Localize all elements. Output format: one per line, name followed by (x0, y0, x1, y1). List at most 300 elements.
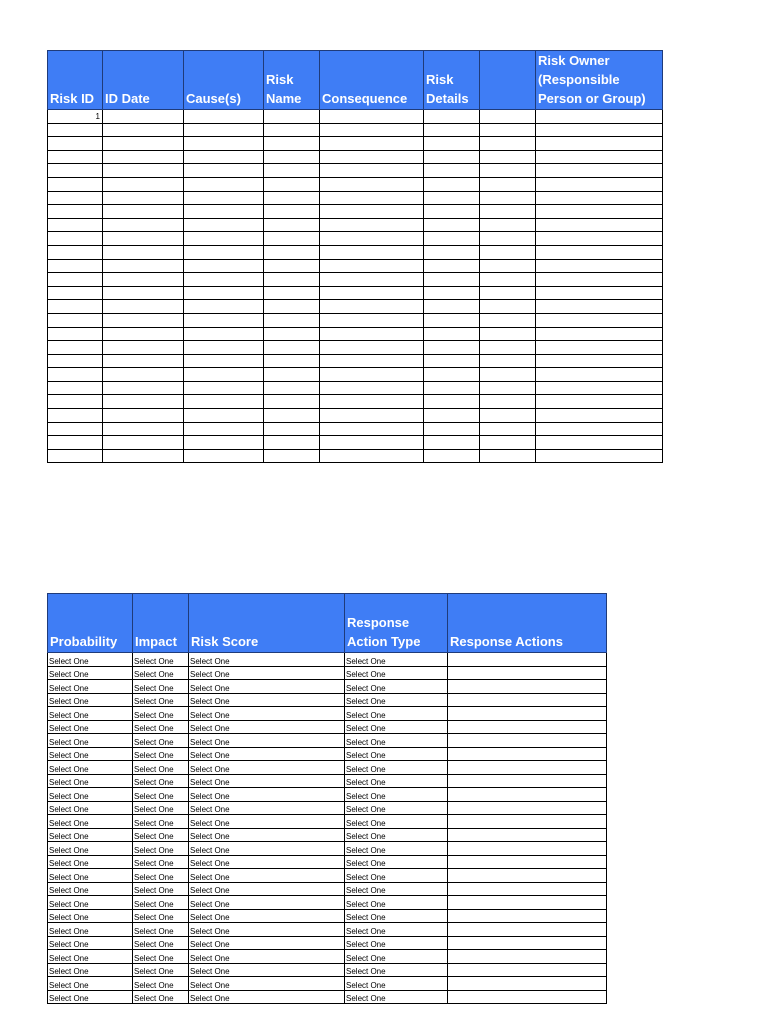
cell-impact[interactable]: Select One (133, 680, 189, 694)
cell-consequence[interactable] (320, 368, 424, 382)
cell-risk-owner[interactable] (536, 245, 663, 259)
cell-risk-name[interactable] (264, 327, 320, 341)
cell-risk-id[interactable] (48, 218, 103, 232)
cell-response-action-type[interactable]: Select One (345, 801, 448, 815)
cell-risk-name[interactable] (264, 245, 320, 259)
cell-blank[interactable] (480, 218, 536, 232)
cell-causes[interactable] (184, 232, 264, 246)
header-causes[interactable]: Cause(s) (184, 51, 264, 110)
cell-impact[interactable]: Select One (133, 950, 189, 964)
cell-response-actions[interactable] (448, 923, 607, 937)
cell-consequence[interactable] (320, 232, 424, 246)
cell-id-date[interactable] (103, 368, 184, 382)
cell-consequence[interactable] (320, 313, 424, 327)
cell-blank[interactable] (480, 381, 536, 395)
cell-risk-details[interactable] (424, 395, 480, 409)
cell-impact[interactable]: Select One (133, 963, 189, 977)
cell-probability[interactable]: Select One (48, 896, 133, 910)
cell-causes[interactable] (184, 313, 264, 327)
cell-risk-owner[interactable] (536, 286, 663, 300)
cell-id-date[interactable] (103, 313, 184, 327)
cell-response-action-type[interactable]: Select One (345, 761, 448, 775)
cell-causes[interactable] (184, 164, 264, 178)
header-risk-owner[interactable]: Risk Owner (Responsible Person or Group) (536, 51, 663, 110)
cell-probability[interactable]: Select One (48, 869, 133, 883)
cell-risk-id[interactable] (48, 123, 103, 137)
cell-risk-name[interactable] (264, 205, 320, 219)
cell-impact[interactable]: Select One (133, 693, 189, 707)
cell-risk-details[interactable] (424, 422, 480, 436)
cell-causes[interactable] (184, 123, 264, 137)
cell-risk-owner[interactable] (536, 449, 663, 463)
cell-risk-name[interactable] (264, 137, 320, 151)
cell-id-date[interactable] (103, 245, 184, 259)
cell-risk-details[interactable] (424, 273, 480, 287)
cell-response-action-type[interactable]: Select One (345, 950, 448, 964)
cell-blank[interactable] (480, 123, 536, 137)
cell-blank[interactable] (480, 327, 536, 341)
cell-risk-details[interactable] (424, 177, 480, 191)
header-id-date[interactable]: ID Date (103, 51, 184, 110)
cell-blank[interactable] (480, 422, 536, 436)
cell-risk-name[interactable] (264, 381, 320, 395)
cell-response-action-type[interactable]: Select One (345, 747, 448, 761)
cell-risk-name[interactable] (264, 123, 320, 137)
cell-risk-details[interactable] (424, 205, 480, 219)
cell-causes[interactable] (184, 327, 264, 341)
cell-response-action-type[interactable]: Select One (345, 815, 448, 829)
header-probability[interactable]: Probability (48, 594, 133, 653)
cell-causes[interactable] (184, 259, 264, 273)
cell-response-action-type[interactable]: Select One (345, 828, 448, 842)
cell-response-action-type[interactable]: Select One (345, 923, 448, 937)
cell-risk-owner[interactable] (536, 191, 663, 205)
cell-risk-id[interactable] (48, 422, 103, 436)
cell-risk-details[interactable] (424, 368, 480, 382)
cell-response-actions[interactable] (448, 815, 607, 829)
cell-blank[interactable] (480, 177, 536, 191)
cell-response-actions[interactable] (448, 977, 607, 991)
cell-probability[interactable]: Select One (48, 923, 133, 937)
cell-consequence[interactable] (320, 300, 424, 314)
cell-consequence[interactable] (320, 137, 424, 151)
cell-response-actions[interactable] (448, 734, 607, 748)
cell-response-action-type[interactable]: Select One (345, 855, 448, 869)
cell-risk-name[interactable] (264, 177, 320, 191)
cell-risk-score[interactable]: Select One (189, 896, 345, 910)
cell-blank[interactable] (480, 368, 536, 382)
cell-response-action-type[interactable]: Select One (345, 869, 448, 883)
cell-consequence[interactable] (320, 422, 424, 436)
cell-risk-id[interactable] (48, 327, 103, 341)
cell-consequence[interactable] (320, 327, 424, 341)
cell-consequence[interactable] (320, 273, 424, 287)
cell-risk-score[interactable]: Select One (189, 680, 345, 694)
cell-blank[interactable] (480, 150, 536, 164)
cell-id-date[interactable] (103, 259, 184, 273)
cell-response-action-type[interactable]: Select One (345, 707, 448, 721)
cell-response-actions[interactable] (448, 680, 607, 694)
cell-probability[interactable]: Select One (48, 977, 133, 991)
cell-risk-score[interactable]: Select One (189, 950, 345, 964)
cell-risk-owner[interactable] (536, 381, 663, 395)
cell-risk-id[interactable] (48, 368, 103, 382)
cell-causes[interactable] (184, 110, 264, 124)
cell-risk-details[interactable] (424, 259, 480, 273)
cell-risk-owner[interactable] (536, 232, 663, 246)
header-consequence[interactable]: Consequence (320, 51, 424, 110)
cell-consequence[interactable] (320, 123, 424, 137)
cell-causes[interactable] (184, 381, 264, 395)
cell-risk-score[interactable]: Select One (189, 882, 345, 896)
cell-risk-score[interactable]: Select One (189, 990, 345, 1004)
cell-blank[interactable] (480, 354, 536, 368)
cell-response-actions[interactable] (448, 909, 607, 923)
cell-risk-details[interactable] (424, 164, 480, 178)
cell-id-date[interactable] (103, 286, 184, 300)
cell-id-date[interactable] (103, 341, 184, 355)
cell-blank[interactable] (480, 313, 536, 327)
cell-probability[interactable]: Select One (48, 909, 133, 923)
cell-response-action-type[interactable]: Select One (345, 977, 448, 991)
cell-consequence[interactable] (320, 110, 424, 124)
cell-id-date[interactable] (103, 436, 184, 450)
cell-response-action-type[interactable]: Select One (345, 788, 448, 802)
cell-response-action-type[interactable]: Select One (345, 680, 448, 694)
cell-consequence[interactable] (320, 205, 424, 219)
cell-blank[interactable] (480, 137, 536, 151)
cell-blank[interactable] (480, 395, 536, 409)
cell-causes[interactable] (184, 436, 264, 450)
cell-risk-name[interactable] (264, 286, 320, 300)
cell-response-actions[interactable] (448, 761, 607, 775)
cell-blank[interactable] (480, 191, 536, 205)
cell-risk-id[interactable] (48, 313, 103, 327)
cell-risk-details[interactable] (424, 300, 480, 314)
cell-risk-id[interactable] (48, 245, 103, 259)
cell-impact[interactable]: Select One (133, 747, 189, 761)
cell-probability[interactable]: Select One (48, 801, 133, 815)
cell-risk-name[interactable] (264, 191, 320, 205)
cell-response-actions[interactable] (448, 774, 607, 788)
header-impact[interactable]: Impact (133, 594, 189, 653)
cell-risk-id[interactable] (48, 259, 103, 273)
cell-probability[interactable]: Select One (48, 815, 133, 829)
cell-response-actions[interactable] (448, 801, 607, 815)
cell-risk-id[interactable] (48, 409, 103, 423)
cell-risk-score[interactable]: Select One (189, 815, 345, 829)
cell-blank[interactable] (480, 259, 536, 273)
cell-risk-score[interactable]: Select One (189, 707, 345, 721)
cell-causes[interactable] (184, 177, 264, 191)
cell-risk-score[interactable]: Select One (189, 720, 345, 734)
cell-impact[interactable]: Select One (133, 855, 189, 869)
cell-risk-owner[interactable] (536, 422, 663, 436)
cell-consequence[interactable] (320, 259, 424, 273)
cell-id-date[interactable] (103, 449, 184, 463)
cell-risk-details[interactable] (424, 341, 480, 355)
cell-consequence[interactable] (320, 341, 424, 355)
cell-risk-score[interactable]: Select One (189, 693, 345, 707)
cell-risk-owner[interactable] (536, 150, 663, 164)
cell-risk-name[interactable] (264, 395, 320, 409)
cell-probability[interactable]: Select One (48, 936, 133, 950)
cell-risk-details[interactable] (424, 191, 480, 205)
cell-response-action-type[interactable]: Select One (345, 653, 448, 667)
cell-blank[interactable] (480, 409, 536, 423)
cell-impact[interactable]: Select One (133, 842, 189, 856)
cell-blank[interactable] (480, 341, 536, 355)
cell-id-date[interactable] (103, 164, 184, 178)
cell-consequence[interactable] (320, 191, 424, 205)
cell-risk-name[interactable] (264, 273, 320, 287)
cell-response-actions[interactable] (448, 747, 607, 761)
cell-consequence[interactable] (320, 449, 424, 463)
cell-consequence[interactable] (320, 354, 424, 368)
cell-risk-score[interactable]: Select One (189, 666, 345, 680)
cell-risk-details[interactable] (424, 449, 480, 463)
cell-risk-score[interactable]: Select One (189, 923, 345, 937)
cell-id-date[interactable] (103, 327, 184, 341)
header-risk-name[interactable]: Risk Name (264, 51, 320, 110)
cell-risk-owner[interactable] (536, 123, 663, 137)
cell-id-date[interactable] (103, 422, 184, 436)
cell-impact[interactable]: Select One (133, 761, 189, 775)
cell-impact[interactable]: Select One (133, 990, 189, 1004)
cell-risk-owner[interactable] (536, 368, 663, 382)
cell-id-date[interactable] (103, 381, 184, 395)
cell-risk-owner[interactable] (536, 409, 663, 423)
cell-consequence[interactable] (320, 150, 424, 164)
header-response-actions[interactable]: Response Actions (448, 594, 607, 653)
cell-consequence[interactable] (320, 164, 424, 178)
cell-risk-name[interactable] (264, 164, 320, 178)
cell-causes[interactable] (184, 205, 264, 219)
cell-probability[interactable]: Select One (48, 788, 133, 802)
cell-causes[interactable] (184, 395, 264, 409)
cell-id-date[interactable] (103, 150, 184, 164)
header-risk-details[interactable]: Risk Details (424, 51, 480, 110)
cell-risk-name[interactable] (264, 232, 320, 246)
cell-id-date[interactable] (103, 177, 184, 191)
cell-response-action-type[interactable]: Select One (345, 734, 448, 748)
cell-response-action-type[interactable]: Select One (345, 842, 448, 856)
cell-response-action-type[interactable]: Select One (345, 909, 448, 923)
cell-causes[interactable] (184, 409, 264, 423)
cell-risk-owner[interactable] (536, 341, 663, 355)
cell-risk-score[interactable]: Select One (189, 747, 345, 761)
cell-response-action-type[interactable]: Select One (345, 720, 448, 734)
header-risk-score[interactable]: Risk Score (189, 594, 345, 653)
cell-blank[interactable] (480, 449, 536, 463)
cell-response-action-type[interactable]: Select One (345, 693, 448, 707)
cell-response-action-type[interactable]: Select One (345, 990, 448, 1004)
cell-causes[interactable] (184, 354, 264, 368)
cell-response-actions[interactable] (448, 788, 607, 802)
cell-risk-score[interactable]: Select One (189, 788, 345, 802)
cell-risk-details[interactable] (424, 409, 480, 423)
cell-impact[interactable]: Select One (133, 788, 189, 802)
cell-causes[interactable] (184, 300, 264, 314)
cell-impact[interactable]: Select One (133, 909, 189, 923)
cell-risk-id[interactable] (48, 273, 103, 287)
cell-consequence[interactable] (320, 381, 424, 395)
cell-response-actions[interactable] (448, 720, 607, 734)
cell-risk-details[interactable] (424, 327, 480, 341)
cell-risk-owner[interactable] (536, 273, 663, 287)
cell-risk-owner[interactable] (536, 327, 663, 341)
cell-risk-owner[interactable] (536, 313, 663, 327)
cell-risk-details[interactable] (424, 218, 480, 232)
cell-response-actions[interactable] (448, 882, 607, 896)
cell-risk-owner[interactable] (536, 354, 663, 368)
cell-risk-details[interactable] (424, 354, 480, 368)
cell-probability[interactable]: Select One (48, 747, 133, 761)
cell-risk-score[interactable]: Select One (189, 653, 345, 667)
cell-risk-details[interactable] (424, 245, 480, 259)
cell-risk-id[interactable] (48, 286, 103, 300)
cell-blank[interactable] (480, 164, 536, 178)
cell-causes[interactable] (184, 273, 264, 287)
cell-risk-id[interactable] (48, 341, 103, 355)
cell-risk-details[interactable] (424, 381, 480, 395)
cell-causes[interactable] (184, 286, 264, 300)
cell-risk-details[interactable] (424, 436, 480, 450)
cell-response-actions[interactable] (448, 693, 607, 707)
cell-probability[interactable]: Select One (48, 734, 133, 748)
cell-risk-id[interactable] (48, 164, 103, 178)
cell-probability[interactable]: Select One (48, 707, 133, 721)
cell-impact[interactable]: Select One (133, 896, 189, 910)
cell-risk-name[interactable] (264, 449, 320, 463)
cell-risk-id[interactable] (48, 232, 103, 246)
cell-risk-score[interactable]: Select One (189, 963, 345, 977)
header-blank[interactable] (480, 51, 536, 110)
cell-response-actions[interactable] (448, 869, 607, 883)
cell-risk-owner[interactable] (536, 218, 663, 232)
cell-risk-details[interactable] (424, 286, 480, 300)
cell-id-date[interactable] (103, 110, 184, 124)
cell-causes[interactable] (184, 341, 264, 355)
cell-response-actions[interactable] (448, 936, 607, 950)
cell-probability[interactable]: Select One (48, 761, 133, 775)
cell-risk-name[interactable] (264, 341, 320, 355)
cell-impact[interactable]: Select One (133, 815, 189, 829)
cell-impact[interactable]: Select One (133, 923, 189, 937)
cell-risk-owner[interactable] (536, 137, 663, 151)
cell-id-date[interactable] (103, 123, 184, 137)
cell-risk-owner[interactable] (536, 110, 663, 124)
cell-id-date[interactable] (103, 218, 184, 232)
cell-risk-name[interactable] (264, 368, 320, 382)
cell-response-action-type[interactable]: Select One (345, 963, 448, 977)
cell-probability[interactable]: Select One (48, 950, 133, 964)
cell-causes[interactable] (184, 150, 264, 164)
cell-risk-owner[interactable] (536, 395, 663, 409)
cell-probability[interactable]: Select One (48, 828, 133, 842)
cell-response-actions[interactable] (448, 990, 607, 1004)
cell-probability[interactable]: Select One (48, 882, 133, 896)
cell-risk-name[interactable] (264, 218, 320, 232)
cell-risk-score[interactable]: Select One (189, 842, 345, 856)
cell-risk-name[interactable] (264, 110, 320, 124)
cell-response-actions[interactable] (448, 963, 607, 977)
cell-risk-score[interactable]: Select One (189, 977, 345, 991)
cell-id-date[interactable] (103, 354, 184, 368)
cell-risk-id[interactable] (48, 395, 103, 409)
cell-probability[interactable]: Select One (48, 990, 133, 1004)
cell-blank[interactable] (480, 273, 536, 287)
cell-risk-details[interactable] (424, 313, 480, 327)
cell-risk-id[interactable] (48, 191, 103, 205)
cell-consequence[interactable] (320, 395, 424, 409)
cell-consequence[interactable] (320, 436, 424, 450)
cell-risk-details[interactable] (424, 137, 480, 151)
cell-risk-name[interactable] (264, 259, 320, 273)
cell-blank[interactable] (480, 286, 536, 300)
cell-risk-details[interactable] (424, 110, 480, 124)
cell-consequence[interactable] (320, 177, 424, 191)
cell-risk-owner[interactable] (536, 164, 663, 178)
cell-risk-score[interactable]: Select One (189, 774, 345, 788)
cell-blank[interactable] (480, 245, 536, 259)
cell-causes[interactable] (184, 218, 264, 232)
cell-risk-details[interactable] (424, 123, 480, 137)
cell-response-actions[interactable] (448, 707, 607, 721)
cell-response-actions[interactable] (448, 950, 607, 964)
cell-response-actions[interactable] (448, 828, 607, 842)
cell-causes[interactable] (184, 137, 264, 151)
cell-risk-score[interactable]: Select One (189, 828, 345, 842)
cell-probability[interactable]: Select One (48, 693, 133, 707)
cell-risk-details[interactable] (424, 232, 480, 246)
cell-id-date[interactable] (103, 205, 184, 219)
cell-blank[interactable] (480, 436, 536, 450)
cell-blank[interactable] (480, 232, 536, 246)
cell-impact[interactable]: Select One (133, 869, 189, 883)
cell-risk-score[interactable]: Select One (189, 909, 345, 923)
cell-risk-id[interactable] (48, 150, 103, 164)
cell-response-actions[interactable] (448, 896, 607, 910)
cell-impact[interactable]: Select One (133, 707, 189, 721)
header-risk-id[interactable]: Risk ID (48, 51, 103, 110)
cell-consequence[interactable] (320, 245, 424, 259)
cell-risk-owner[interactable] (536, 259, 663, 273)
cell-id-date[interactable] (103, 232, 184, 246)
cell-response-action-type[interactable]: Select One (345, 936, 448, 950)
cell-blank[interactable] (480, 300, 536, 314)
cell-risk-id[interactable] (48, 381, 103, 395)
cell-id-date[interactable] (103, 409, 184, 423)
cell-id-date[interactable] (103, 137, 184, 151)
cell-risk-name[interactable] (264, 313, 320, 327)
cell-probability[interactable]: Select One (48, 653, 133, 667)
cell-risk-details[interactable] (424, 150, 480, 164)
cell-impact[interactable]: Select One (133, 720, 189, 734)
cell-impact[interactable]: Select One (133, 828, 189, 842)
cell-consequence[interactable] (320, 218, 424, 232)
cell-response-actions[interactable] (448, 842, 607, 856)
cell-risk-name[interactable] (264, 422, 320, 436)
cell-impact[interactable]: Select One (133, 734, 189, 748)
cell-risk-score[interactable]: Select One (189, 801, 345, 815)
cell-consequence[interactable] (320, 286, 424, 300)
cell-response-actions[interactable] (448, 855, 607, 869)
header-response-action-type[interactable]: Response Action Type (345, 594, 448, 653)
cell-response-action-type[interactable]: Select One (345, 666, 448, 680)
cell-response-actions[interactable] (448, 653, 607, 667)
cell-risk-name[interactable] (264, 354, 320, 368)
